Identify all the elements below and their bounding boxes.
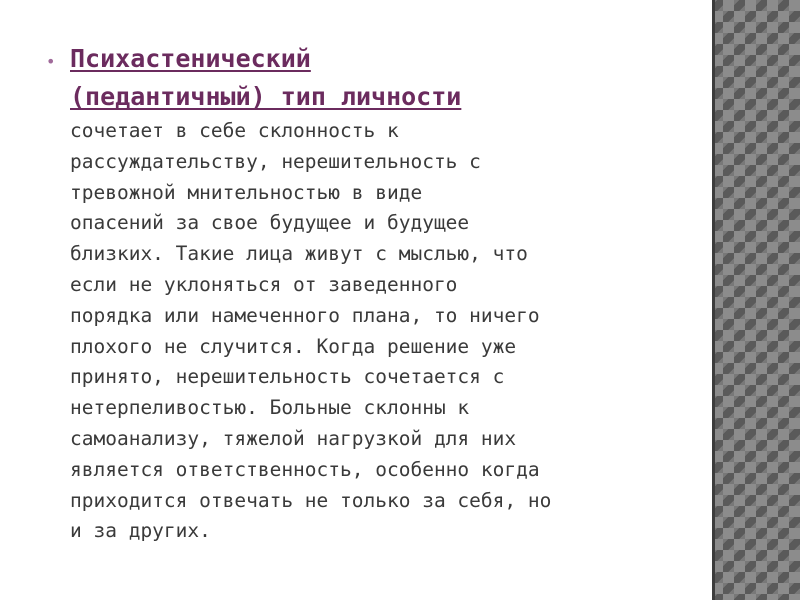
text-block bbox=[70, 40, 686, 547]
slide-heading-line: (педантичный) тип личности bbox=[70, 82, 462, 111]
slide-body-text: сочетает в себе склонность к рассуждательству, нерешительность с тревожной мнительностью в виде опасений за свое будущее и будущее близких. Такие лица живут с мыслью, что если не уклоняться от заведенного порядка или намеченного плана, то ничего плохого не случится. Когда решение уже принято, нерешительность сочетается с нетерпеливостью. Больные склонны к самоанализу, тяжелой нагрузкой для них является ответственность, особенно когда приходится отвечать не только за себя, но и за других. bbox=[70, 119, 552, 543]
slide-content bbox=[46, 40, 686, 547]
slide-heading-line: Психастенический bbox=[70, 44, 311, 73]
bullet-icon: • bbox=[46, 52, 56, 71]
side-decorative-pattern bbox=[712, 0, 800, 600]
slide-heading bbox=[70, 40, 686, 116]
